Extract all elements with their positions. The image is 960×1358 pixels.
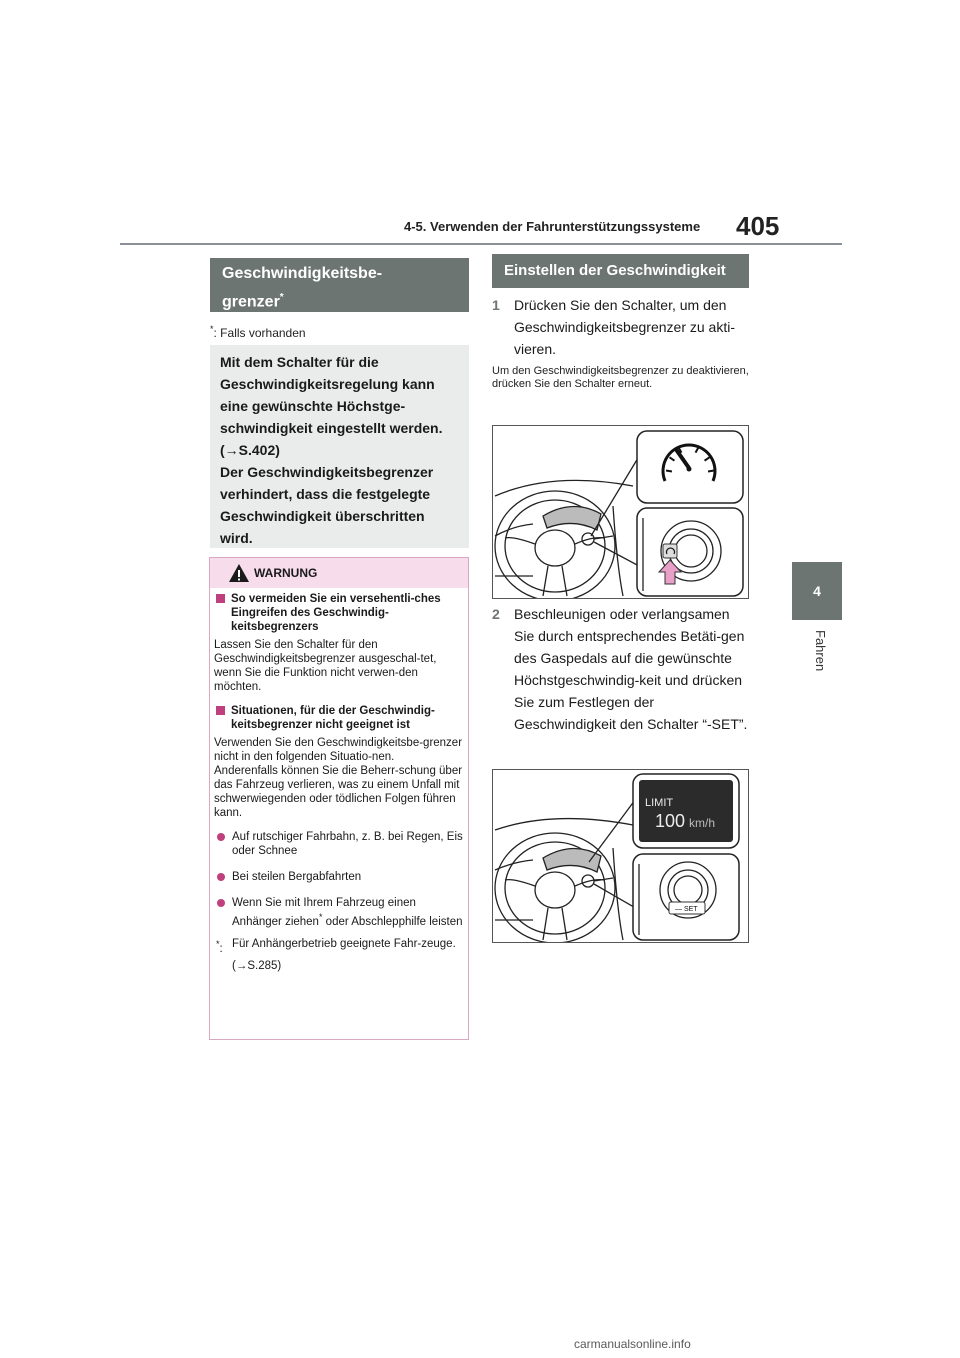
display-limit-value: 100 — [655, 811, 686, 831]
warning-footnote-marker — [214, 937, 232, 977]
summary-box — [210, 345, 469, 548]
step-1 — [492, 294, 750, 360]
warning-box — [209, 557, 469, 1040]
warning-footnote-colon: : — [219, 942, 223, 955]
warning-list-text-part: Wenn Sie mit Ihrem Fahrzeug einen Anhänger ziehen — [232, 897, 416, 928]
warning-header — [210, 558, 468, 588]
warning-list-text-part: oder Abschlepphilfe leisten — [322, 915, 463, 928]
step-text: Drücken Sie den Schalter, um den Geschwindigkeitsbegrenzer zu akti-vieren. — [514, 297, 735, 357]
display-limit-unit: km/h — [689, 816, 716, 830]
header-rule — [120, 243, 842, 245]
warning-paragraph: Lassen Sie den Schalter für den Geschwindigkeitsbegrenzer ausgeschal-tet, wenn Sie die Funktion nicht verwen-den möchten. — [214, 639, 437, 693]
section-heading-line1: Geschwindigkeitsbe- — [222, 265, 383, 282]
warning-label: WARNUNG — [254, 566, 318, 580]
steering-wheel-illustration — [493, 770, 748, 942]
step-number: 1 — [492, 297, 500, 313]
warning-subheading-text: So vermeiden Sie ein versehentli-ches Eingreifen des Geschwindig-keitsbegrenzers — [231, 593, 441, 633]
step-2 — [492, 603, 750, 735]
chapter-tab[interactable]: 4 — [792, 562, 842, 620]
warning-list-text — [232, 896, 464, 929]
figure-set-speed — [492, 769, 749, 943]
summary-line: Mit dem Schalter für die — [220, 354, 379, 370]
trailer-footnote-marker: * — [318, 912, 323, 922]
step-text: Beschleunigen oder verlangsamen Sie durch entsprechendes Betäti-gen des Gaspedals auf die gewünschte Höchstgeschwindig-keit und drücken Sie zum Festlegen der Geschwindigkeit den Schalter “-SET”. — [514, 606, 748, 732]
section-heading-set-speed: Einstellen der Geschwindigkeit — [492, 254, 749, 288]
summary-line: wird. — [220, 530, 253, 546]
summary-line: schwindigkeit eingestellt werden. — [220, 420, 443, 436]
warning-list-item — [214, 830, 464, 858]
summary-line: Geschwindigkeit überschritten — [220, 508, 425, 524]
set-switch-label: — SET — [675, 906, 698, 913]
warning-triangle-icon — [228, 563, 250, 583]
page-number: 405 — [736, 211, 780, 241]
step-number: 2 — [492, 606, 500, 622]
warning-list-item — [214, 896, 464, 929]
warning-paragraph: Anderenfalls können Sie die Beherr-schung über das Fahrzeug verlieren, was zu einem Unfall mit schwerwiegenden oder tödlichen Folgen führen kann. — [214, 765, 463, 819]
footnote-text: : Falls vorhanden — [213, 326, 306, 340]
square-bullet-icon — [216, 706, 225, 715]
limiter-button-icon — [663, 544, 677, 558]
summary-line: Geschwindigkeitsregelung kann — [220, 376, 435, 392]
speed-limit-display — [639, 780, 733, 842]
watermark: carmanualsonline.info — [574, 1337, 691, 1351]
warning-footnote-text: Für Anhängerbetrieb geeignete Fahr-zeuge. (→S.285) — [232, 937, 456, 972]
warning-footnote-asterisk: * — [216, 938, 220, 949]
warning-subheading — [214, 592, 464, 634]
warning-list-text: Bei steilen Bergabfahrten — [232, 871, 362, 883]
square-bullet-icon — [216, 594, 225, 603]
round-bullet-icon — [217, 873, 225, 881]
round-bullet-icon — [217, 899, 225, 907]
chapter-tab-label: Fahren — [813, 630, 828, 672]
figure-limiter-switch — [492, 425, 749, 599]
section-heading-speed-limiter — [210, 258, 469, 312]
warning-body — [214, 588, 464, 977]
running-header-title: 4-5. Verwenden der Fahrunterstützungssysteme — [404, 219, 701, 234]
steering-wheel-illustration — [493, 426, 748, 598]
display-limit-label: LIMIT — [645, 797, 674, 809]
footnote-marker: * — [210, 324, 214, 334]
warning-paragraph: Verwenden Sie den Geschwindigkeitsbe-grenzer nicht in den folgenden Situatio-nen. — [214, 737, 463, 763]
heading-footnote-marker: * — [279, 292, 284, 303]
warning-subheading — [214, 704, 464, 732]
warning-footnote — [214, 937, 464, 977]
step-1-note: Um den Geschwindigkeitsbegrenzer zu deaktivieren, drücken Sie den Schalter erneut. — [492, 365, 749, 390]
warning-subheading-text: Situationen, für die der Geschwindig-keitsbegrenzer nicht geeignet ist — [231, 705, 435, 731]
warning-list-item — [214, 870, 464, 884]
warning-list-text: Auf rutschiger Fahrbahn, z. B. bei Regen, Eis oder Schnee — [232, 831, 463, 857]
section-heading-line2: grenzer — [222, 293, 280, 311]
summary-line: Der Geschwindigkeitsbegrenzer — [220, 464, 434, 480]
summary-line: verhindert, dass die festgelegte — [220, 486, 431, 502]
summary-line: eine gewünschte Höchstge- — [220, 398, 406, 414]
availability-footnote — [210, 324, 306, 340]
summary-line-link[interactable]: (→S.402) — [220, 442, 280, 458]
round-bullet-icon — [217, 833, 225, 841]
